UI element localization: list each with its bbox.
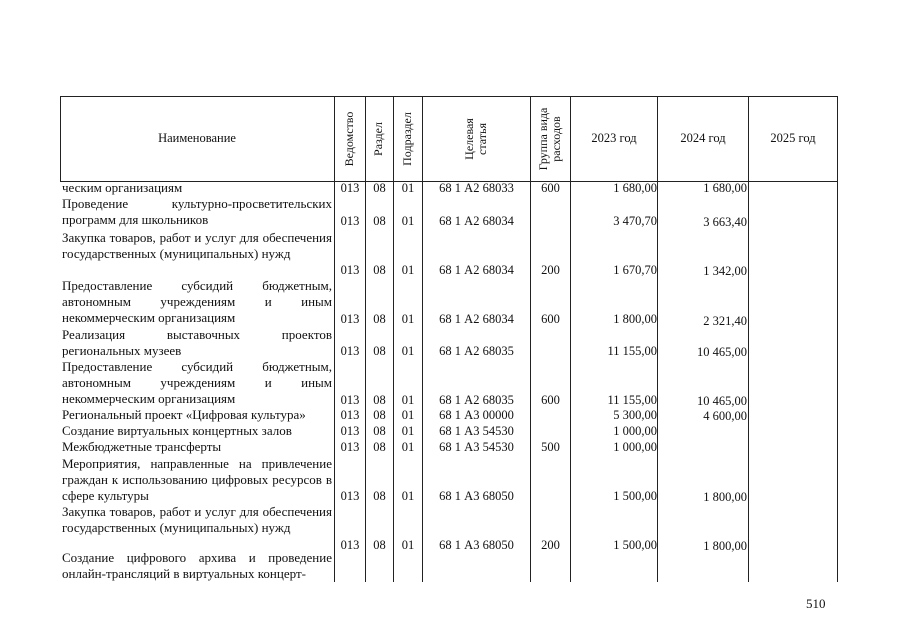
row-name: Создание виртуальных концертных залов [62,423,292,438]
row-name: Мероприятия, направленные на привлечение граждан к использованию цифровых ресурсов в сфере культуры [62,456,332,504]
row-vedomstvo: 013 [340,181,360,195]
row-gruppa: 500 [541,440,560,454]
row-celevaya-statya: 68 1 А3 68050 [439,489,514,503]
row-2023: 11 155,00 [607,344,657,358]
row-razdel: 08 [373,312,386,326]
row-2023: 1 000,00 [613,424,657,438]
row-celevaya-statya: 68 1 А2 68035 [439,393,514,407]
row-2023: 1 800,00 [613,312,657,326]
row-vedomstvo: 013 [340,263,360,277]
row-2024: 1 800,00 [703,539,747,553]
row-celevaya-statya: 68 1 А2 68034 [439,312,514,326]
header-name: Наименование [158,131,236,145]
row-2023: 5 300,00 [613,408,657,422]
row-podrazdel: 01 [401,214,415,228]
row-celevaya-statya: 68 1 А3 54530 [439,440,514,454]
row-name: Закупка товаров, работ и услуг для обеспечения государственных (муниципальных) нужд [62,230,332,262]
row-name: Закупка товаров, работ и услуг для обеспечения государственных (муниципальных) нужд [62,504,332,536]
row-2023: 1 500,00 [613,538,657,552]
row-name: Межбюджетные трансферты [62,439,222,454]
row-podrazdel: 01 [401,181,415,195]
row-vedomstvo: 013 [340,489,360,503]
row-2023: 1 000,00 [613,440,657,454]
row-gruppa: 200 [541,538,560,552]
row-2023: 1 500,00 [613,489,657,503]
row-razdel: 08 [373,538,386,552]
row-celevaya-statya: 68 1 А2 68034 [439,214,514,228]
row-name: Предоставление субсидий бюджетным, автономным учреждениям и иным некоммерческим организациям [62,278,332,326]
row-razdel: 08 [373,181,386,195]
row-2024: 3 663,40 [703,215,747,229]
row-razdel: 08 [373,408,386,422]
row-name: Создание цифрового архива и проведение онлайн-трансляций в виртуальных концерт- [62,550,332,582]
row-podrazdel: 01 [401,489,415,503]
row-razdel: 08 [373,489,386,503]
row-podrazdel: 01 [401,440,415,454]
row-podrazdel: 01 [401,424,415,438]
row-podrazdel: 01 [401,263,415,277]
row-2024: 10 465,00 [697,345,747,359]
row-razdel: 08 [373,214,386,228]
row-2024: 2 321,40 [703,314,747,328]
row-2024: 1 342,00 [703,264,747,278]
row-podrazdel: 01 [401,312,415,326]
row-podrazdel: 01 [401,344,415,358]
header-2024: 2024 год [680,131,726,145]
row-2024: 1 680,00 [703,181,747,195]
header-podrazdel: Подраздел [400,112,414,166]
row-2024: 1 800,00 [703,490,747,504]
row-celevaya-statya: 68 1 А2 68034 [439,263,514,277]
row-razdel: 08 [373,263,386,277]
row-2023: 11 155,00 [607,393,657,407]
header-gruppa-line2: расходов [548,116,563,162]
row-2023: 3 470,70 [613,214,657,228]
row-gruppa: 600 [541,181,560,195]
row-vedomstvo: 013 [340,538,360,552]
row-gruppa: 600 [541,312,560,326]
row-razdel: 08 [373,424,386,438]
row-vedomstvo: 013 [340,393,360,407]
header-gruppa-vida-rashodov [537,89,563,189]
row-gruppa: 200 [541,263,560,277]
row-name: Региональный проект «Цифровая культура» [62,407,306,422]
row-razdel: 08 [373,440,386,454]
row-podrazdel: 01 [401,393,415,407]
row-celevaya-statya: 68 1 А3 00000 [439,408,514,422]
row-vedomstvo: 013 [340,408,360,422]
row-name: Проведение культурно-просветительских программ для школьников [62,196,332,228]
header-2023: 2023 год [591,131,637,145]
row-razdel: 08 [373,393,386,407]
row-celevaya-statya: 68 1 А3 68050 [439,538,514,552]
header-vedomstvo: Ведомство [342,111,356,167]
row-razdel: 08 [373,344,386,358]
row-vedomstvo: 013 [340,312,360,326]
row-celevaya-statya: 68 1 А2 68035 [439,344,514,358]
row-2024: 4 600,00 [703,409,747,423]
row-celevaya-statya: 68 1 А3 54530 [439,424,514,438]
header-razdel: Раздел [371,122,385,156]
row-podrazdel: 01 [401,538,415,552]
row-podrazdel: 01 [401,408,415,422]
row-vedomstvo: 013 [340,344,360,358]
row-celevaya-statya: 68 1 А2 68033 [439,181,514,195]
row-2024: 10 465,00 [697,394,747,408]
header-gruppa-line1: Группа вида [536,107,550,171]
row-gruppa: 600 [541,393,560,407]
row-2023: 1 670,70 [613,263,657,277]
row-name: Предоставление субсидий бюджетным, автономным учреждениям и иным некоммерческим организациям [62,359,332,407]
header-2025: 2025 год [770,131,816,145]
row-vedomstvo: 013 [340,214,360,228]
row-vedomstvo: 013 [340,440,360,454]
row-vedomstvo: 013 [340,424,360,438]
header-celevaya-line2: статья [474,123,489,155]
header-celevaya-statya [463,89,489,189]
page-number: 510 [806,596,826,611]
row-name: Реализация выставочных проектов региональных музеев [62,327,332,359]
row-2023: 1 680,00 [613,181,657,195]
header-celevaya-line1: Целевая [462,118,476,160]
row-name: ческим организациям [62,180,183,195]
